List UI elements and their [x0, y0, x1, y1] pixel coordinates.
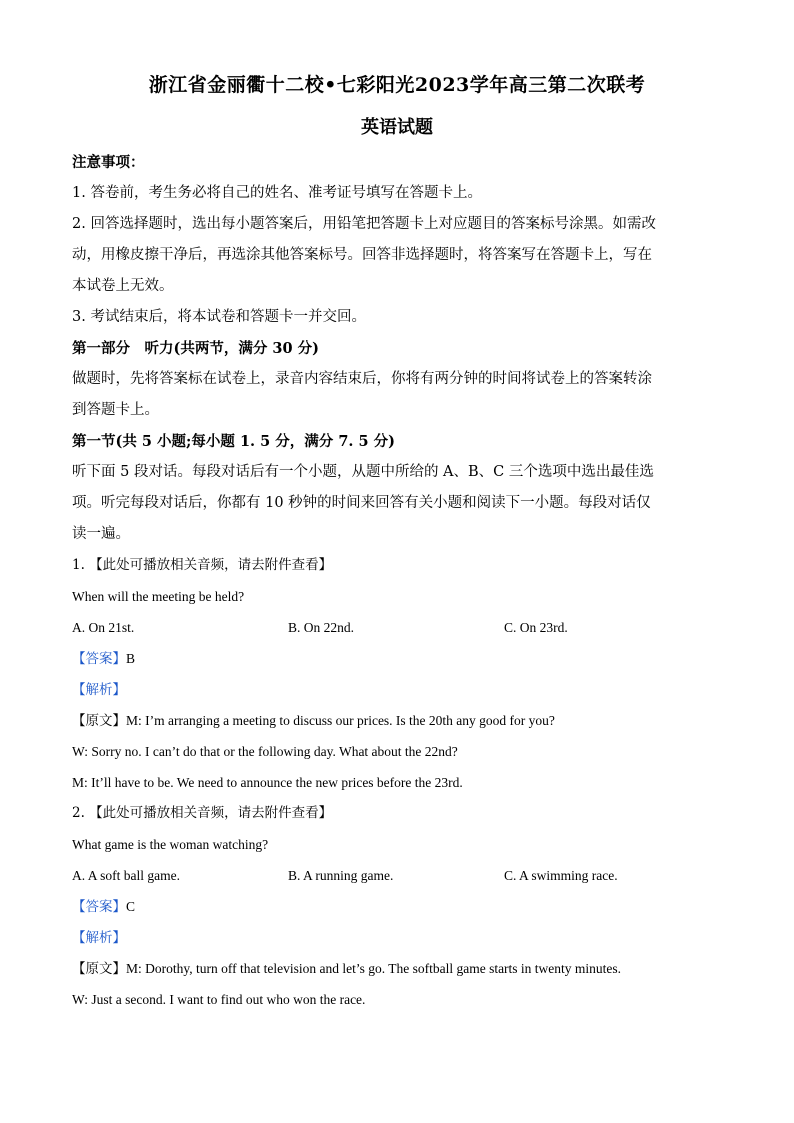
page-title: 浙江省金丽衢十二校•七彩阳光2023学年高三第二次联考 [148, 74, 646, 96]
note-line: 本试卷上无效。 [72, 278, 174, 294]
note-line: 2. 回答选择题时，选出每小题答案后，用铅笔把答题卡上对应题目的答案标号涂黑。如需改 [72, 216, 656, 232]
answer-value: C [126, 899, 136, 914]
question-2-transcript-line [72, 953, 722, 984]
question-1-audio-link[interactable]: 1. 【此处可播放相关音频，请去附件查看】 [72, 557, 333, 573]
option-a: A. On 21st. [72, 620, 135, 635]
option-b: B. A running game. [288, 868, 394, 883]
answer-value: B [126, 651, 136, 666]
analysis-tag: 【解析】 [72, 682, 126, 697]
question-1-answer [72, 643, 722, 674]
note-line: 3. 考试结束后，将本试卷和答题卡一并交回。 [72, 309, 366, 325]
section-instruction: 项。听完每段对话后，你都有 10 秒钟的时间来回答有关小题和阅读下一小题。每段对话仅 [72, 495, 651, 511]
option-a: A. A soft ball game. [72, 868, 180, 883]
question-1-text: When will the meeting be held? [72, 589, 245, 604]
transcript-text: M: I’m arranging a meeting to discuss our prices. Is the 20th any good for you? [126, 713, 555, 728]
question-1-transcript-line [72, 705, 722, 736]
part1-instruction: 做题时，先将答案标在试卷上，录音内容结束后，你将有两分钟的时间将试卷上的答案转涂 [72, 371, 652, 387]
answer-tag: 【答案】 [72, 651, 126, 666]
exam-page [72, 62, 722, 1015]
part1-heading: 第一部分 听力(共两节，满分 30 分) [72, 340, 319, 357]
answer-tag: 【答案】 [72, 899, 126, 914]
option-c: C. A swimming race. [504, 868, 618, 883]
note-line: 动，用橡皮擦干净后，再选涂其他答案标号。回答非选择题时，将答案写在答题卡上，写在 [72, 247, 652, 263]
page-subtitle: 英语试题 [361, 117, 433, 138]
part1-instruction: 到答题卡上。 [72, 402, 159, 418]
section-instruction: 听下面 5 段对话。每段对话后有一个小题，从题中所给的 A、B、C 三个选项中选出最佳选 [72, 464, 654, 480]
question-2-options [72, 860, 722, 891]
option-c: C. On 23rd. [504, 620, 568, 635]
transcript-tag: 【原文】 [72, 713, 126, 728]
section-heading: 第一节(共 5 小题;每小题 1. 5 分，满分 7. 5 分) [72, 433, 395, 450]
analysis-tag: 【解析】 [72, 930, 126, 945]
question-1-transcript-line: M: It’ll have to be. We need to announce the new prices before the 23rd. [72, 775, 463, 790]
section-instruction: 读一遍。 [72, 526, 130, 542]
question-2-answer [72, 891, 722, 922]
note-line: 1. 答卷前，考生务必将自己的姓名、准考证号填写在答题卡上。 [72, 185, 482, 201]
question-1-options [72, 612, 722, 643]
option-b: B. On 22nd. [288, 620, 355, 635]
question-2-audio-link[interactable]: 2. 【此处可播放相关音频，请去附件查看】 [72, 805, 333, 821]
transcript-text: M: Dorothy, turn off that television and let’s go. The softball game starts in twenty minutes. [126, 961, 622, 976]
question-2-text: What game is the woman watching? [72, 837, 269, 852]
question-2-analysis [72, 922, 722, 953]
question-2-transcript-line: W: Just a second. I want to find out who won the race. [72, 992, 366, 1007]
notes-heading: 注意事项： [72, 154, 145, 171]
transcript-tag: 【原文】 [72, 961, 126, 976]
question-1-transcript-line: W: Sorry no. I can’t do that or the following day. What about the 22nd? [72, 744, 458, 759]
question-1-analysis [72, 674, 722, 705]
